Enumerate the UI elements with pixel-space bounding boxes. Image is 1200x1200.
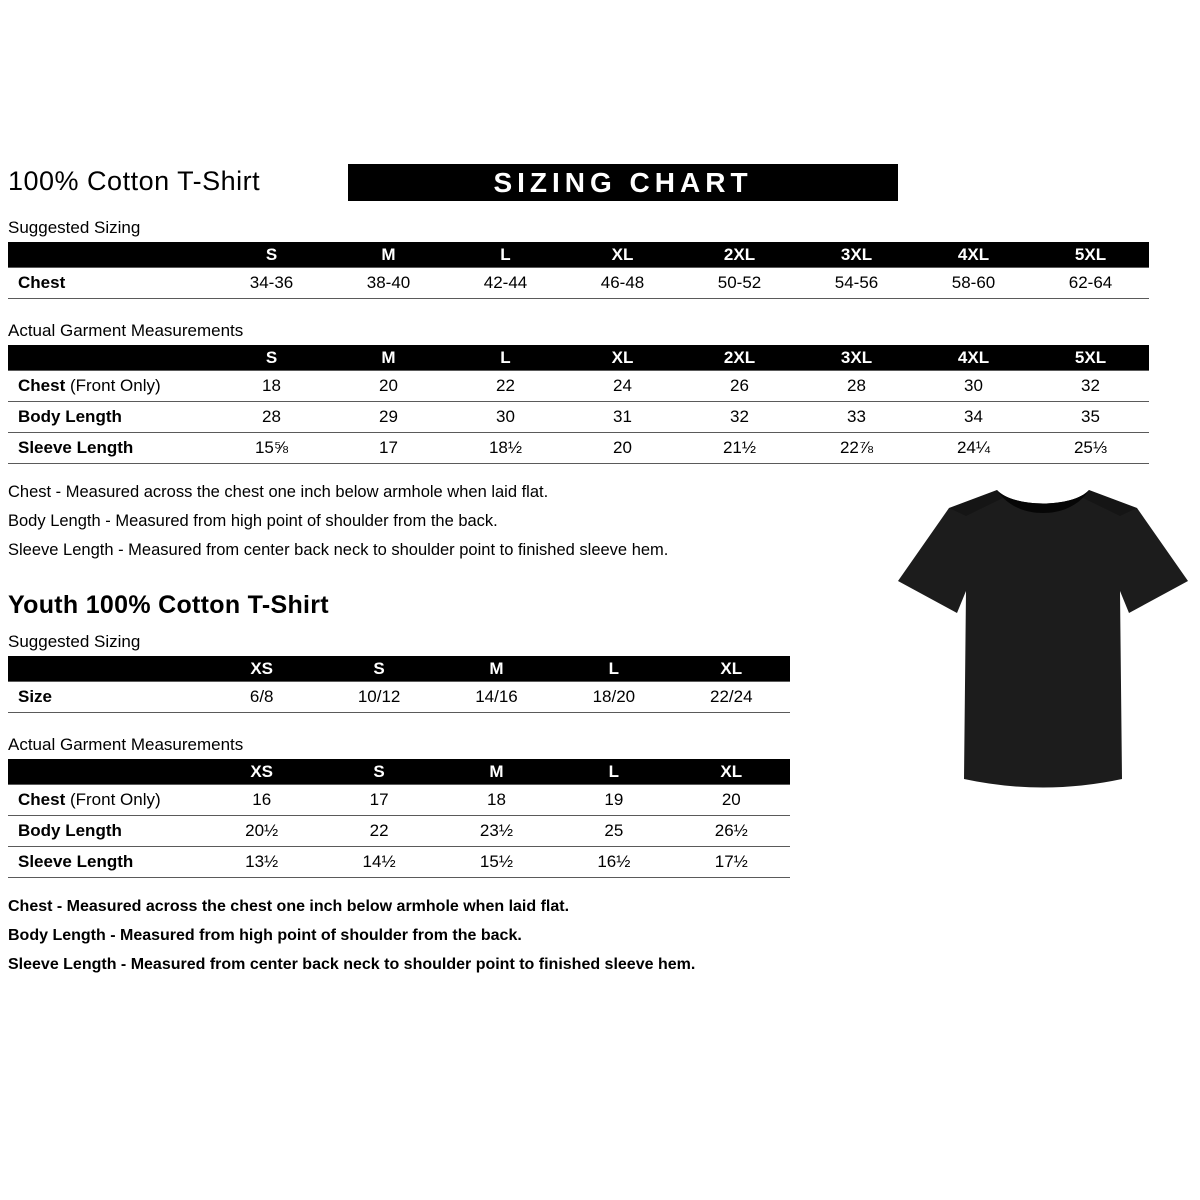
- measurement-value: 28: [213, 402, 330, 433]
- measurement-value: 58-60: [915, 268, 1032, 299]
- youth-section-title: Youth 100% Cotton T-Shirt: [8, 591, 329, 619]
- measurement-row: [8, 785, 790, 816]
- size-column-header: 3XL: [798, 345, 915, 371]
- page-title: 100% Cotton T-Shirt: [8, 166, 261, 196]
- measurement-value: 13½: [203, 847, 320, 878]
- measurement-value: 20½: [203, 816, 320, 847]
- size-column-header: S: [213, 345, 330, 371]
- measurement-row: [8, 847, 790, 878]
- measurement-value: 26: [681, 371, 798, 402]
- measurement-value: 54-56: [798, 268, 915, 299]
- size-header-row: [8, 345, 1149, 371]
- measurement-value: 18/20: [555, 682, 672, 713]
- measurement-value: 32: [681, 402, 798, 433]
- size-column-header: L: [447, 242, 564, 268]
- note-sleeve-length: Sleeve Length - Measured from center back neck to shoulder point to finished sleeve hem.: [8, 541, 669, 559]
- measurement-value: 22⅞: [798, 433, 915, 464]
- size-column-header: XS: [203, 656, 320, 682]
- row-label: Chest: [8, 268, 213, 299]
- row-label: Sleeve Length: [8, 433, 213, 464]
- size-column-header: S: [320, 656, 437, 682]
- tshirt-body-shape: [898, 490, 1188, 788]
- size-column-header: S: [320, 759, 437, 785]
- row-label: Chest (Front Only): [8, 371, 213, 402]
- measurement-value: 42-44: [447, 268, 564, 299]
- page-header: [8, 164, 1200, 208]
- youth-suggested-sizing-label: Suggested Sizing: [8, 632, 141, 651]
- actual-measurements-label: Actual Garment Measurements: [8, 321, 244, 340]
- note-chest: Chest - Measured across the chest one inch below armhole when laid flat.: [8, 898, 570, 915]
- measurement-value: 18½: [447, 433, 564, 464]
- measurement-value: 22/24: [673, 682, 790, 713]
- note-body-length: Body Length - Measured from high point of shoulder from the back.: [8, 512, 498, 530]
- size-column-header: 5XL: [1032, 242, 1149, 268]
- measurement-value: 15⅝: [213, 433, 330, 464]
- measurement-value: 15½: [438, 847, 555, 878]
- size-column-header: S: [213, 242, 330, 268]
- note-body-length: Body Length - Measured from high point of shoulder from the back.: [8, 927, 522, 944]
- note-chest: Chest - Measured across the chest one inch below armhole when laid flat.: [8, 483, 549, 501]
- measurement-value: 18: [213, 371, 330, 402]
- suggested-sizing-label: Suggested Sizing: [8, 218, 141, 237]
- measurement-value: 30: [915, 371, 1032, 402]
- size-column-header: 3XL: [798, 242, 915, 268]
- size-header-row: [8, 759, 790, 785]
- measurement-value: 17½: [673, 847, 790, 878]
- youth-measurement-notes: [8, 892, 1200, 979]
- measurement-value: 50-52: [681, 268, 798, 299]
- measurement-value: 17: [320, 785, 437, 816]
- size-column-header: XL: [564, 242, 681, 268]
- size-column-header: XL: [673, 656, 790, 682]
- size-column-header: M: [438, 759, 555, 785]
- size-column-header: XS: [203, 759, 320, 785]
- black-tshirt-graphic: [893, 476, 1193, 818]
- measurement-value: 34: [915, 402, 1032, 433]
- row-label: Sleeve Length: [8, 847, 203, 878]
- measurement-value: 25⅓: [1032, 433, 1149, 464]
- row-label: Body Length: [8, 816, 203, 847]
- header-corner-cell: [8, 345, 213, 371]
- measurement-value: 16½: [555, 847, 672, 878]
- measurement-value: 24¼: [915, 433, 1032, 464]
- measurement-value: 28: [798, 371, 915, 402]
- measurement-row: [8, 371, 1149, 402]
- measurement-value: 17: [330, 433, 447, 464]
- size-column-header: XL: [564, 345, 681, 371]
- measurement-value: 34-36: [213, 268, 330, 299]
- row-label: Body Length: [8, 402, 213, 433]
- measurement-value: 46-48: [564, 268, 681, 299]
- row-label: Size: [8, 682, 203, 713]
- header-corner-cell: [8, 759, 203, 785]
- size-column-header: 4XL: [915, 242, 1032, 268]
- measurement-row: [8, 402, 1149, 433]
- measurement-value: 25: [555, 816, 672, 847]
- size-column-header: M: [330, 242, 447, 268]
- measurement-value: 30: [447, 402, 564, 433]
- measurement-row: [8, 682, 790, 713]
- measurement-value: 20: [330, 371, 447, 402]
- measurement-value: 21½: [681, 433, 798, 464]
- measurement-value: 20: [673, 785, 790, 816]
- size-column-header: 4XL: [915, 345, 1032, 371]
- row-label: Chest (Front Only): [8, 785, 203, 816]
- measurement-value: 32: [1032, 371, 1149, 402]
- measurement-value: 38-40: [330, 268, 447, 299]
- measurement-value: 33: [798, 402, 915, 433]
- measurement-value: 24: [564, 371, 681, 402]
- header-corner-cell: [8, 656, 203, 682]
- size-column-header: L: [555, 759, 672, 785]
- tshirt-product-image: [893, 476, 1193, 818]
- measurement-value: 16: [203, 785, 320, 816]
- measurement-value: 14/16: [438, 682, 555, 713]
- adult-garment-measurements-table: [8, 345, 1149, 464]
- size-header-row: [8, 242, 1149, 268]
- measurement-value: 19: [555, 785, 672, 816]
- youth-suggested-sizing-table: [8, 656, 790, 713]
- measurement-value: 10/12: [320, 682, 437, 713]
- measurement-value: 22: [320, 816, 437, 847]
- measurement-value: 20: [564, 433, 681, 464]
- size-column-header: 2XL: [681, 345, 798, 371]
- youth-garment-measurements-table: [8, 759, 790, 878]
- measurement-value: 35: [1032, 402, 1149, 433]
- measurement-value: 22: [447, 371, 564, 402]
- header-corner-cell: [8, 242, 213, 268]
- youth-actual-measurements-label: Actual Garment Measurements: [8, 735, 244, 754]
- size-column-header: L: [555, 656, 672, 682]
- sizing-chart-banner: SIZING CHART: [348, 164, 898, 201]
- measurement-value: 62-64: [1032, 268, 1149, 299]
- measurement-row: [8, 268, 1149, 299]
- adult-suggested-sizing-table: [8, 242, 1149, 299]
- size-column-header: 5XL: [1032, 345, 1149, 371]
- measurement-value: 31: [564, 402, 681, 433]
- size-column-header: M: [438, 656, 555, 682]
- note-sleeve-length: Sleeve Length - Measured from center back neck to shoulder point to finished sleeve hem.: [8, 956, 696, 973]
- measurement-value: 14½: [320, 847, 437, 878]
- measurement-row: [8, 816, 790, 847]
- measurement-row: [8, 433, 1149, 464]
- size-column-header: 2XL: [681, 242, 798, 268]
- measurement-value: 26½: [673, 816, 790, 847]
- size-header-row: [8, 656, 790, 682]
- size-column-header: XL: [673, 759, 790, 785]
- measurement-value: 6/8: [203, 682, 320, 713]
- size-column-header: L: [447, 345, 564, 371]
- measurement-value: 23½: [438, 816, 555, 847]
- size-column-header: M: [330, 345, 447, 371]
- measurement-value: 29: [330, 402, 447, 433]
- measurement-value: 18: [438, 785, 555, 816]
